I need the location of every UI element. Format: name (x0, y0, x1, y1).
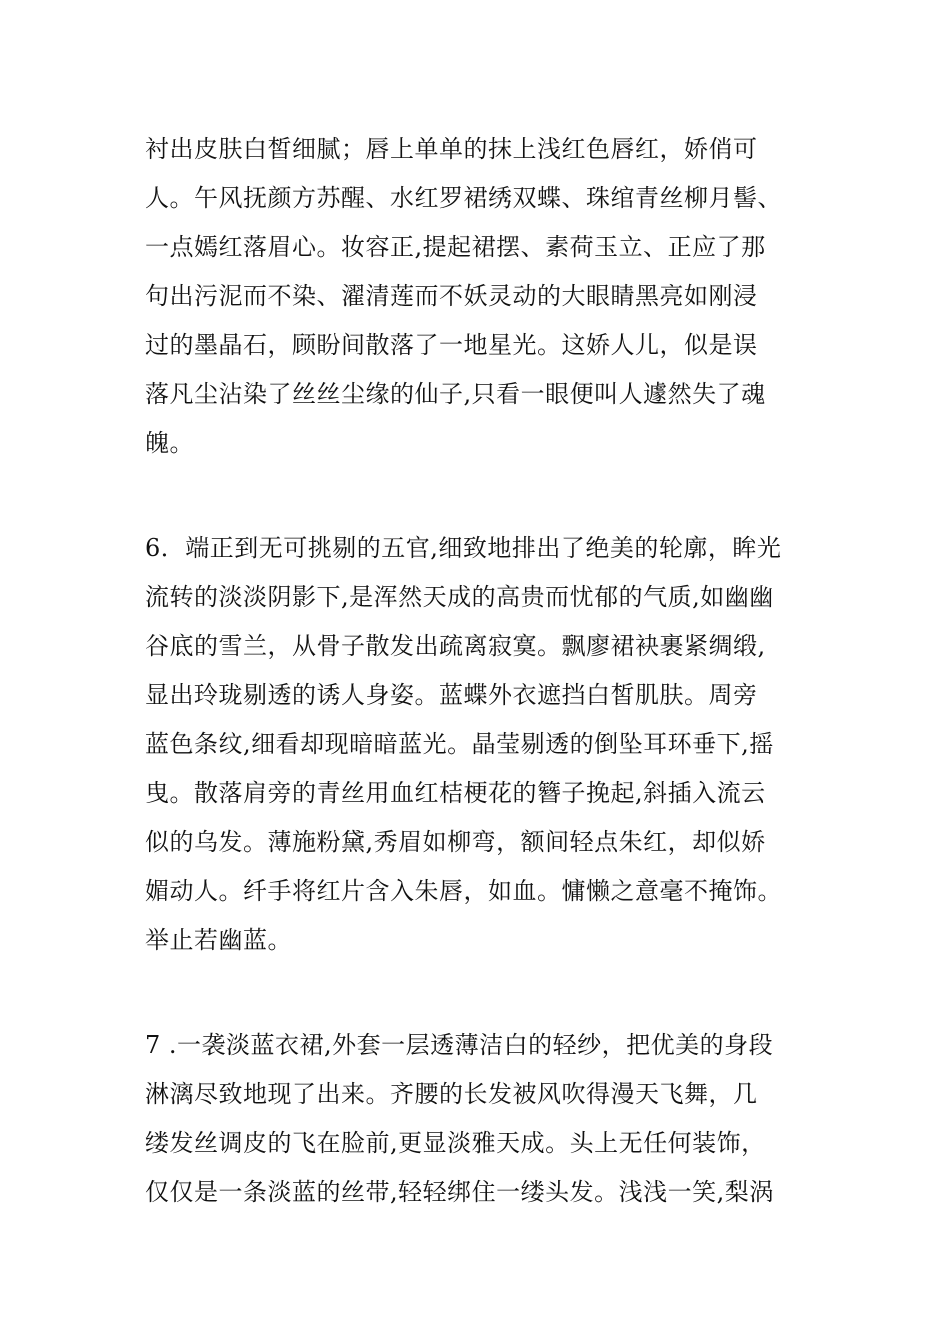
text-line: 7 .一袭淡蓝衣裙,外套一层透薄洁白的轻纱，把优美的身段 (145, 1031, 774, 1059)
text-line: 媚动人。纤手将红片含入朱唇，如血。慵懒之意毫不掩饰。 (145, 877, 782, 905)
text-line: 6．端正到无可挑剔的五官,细致地排出了绝美的轮廓，眸光 (145, 534, 782, 562)
text-line: 流转的淡淡阴影下,是浑然天成的高贵而忧郁的气质,如幽幽 (145, 583, 774, 611)
text-line: 落凡尘沾染了丝丝尘缘的仙子,只看一眼便叫人遽然失了魂 (145, 380, 766, 408)
text-line: 似的乌发。薄施粉黛,秀眉如柳弯，额间轻点朱红，却似娇 (145, 828, 766, 856)
paragraph-6 (145, 524, 815, 965)
text-line: 蓝色条纹,细看却现暗暗蓝光。晶莹剔透的倒坠耳环垂下,摇 (145, 730, 774, 758)
text-line: 句出污泥而不染、濯清莲而不妖灵动的大眼睛黑亮如刚浸 (145, 282, 758, 310)
text-line: 魄。 (145, 429, 194, 457)
text-line: 举止若幽蓝。 (145, 926, 292, 954)
text-line: 曳。散落肩旁的青丝用血红桔梗花的簪子挽起,斜插入流云 (145, 779, 766, 807)
text-line: 过的墨晶石，顾盼间散落了一地星光。这娇人儿，似是误 (145, 331, 758, 359)
text-line: 仅仅是一条淡蓝的丝带,轻轻绑住一缕头发。浅浅一笑,梨涡 (145, 1178, 774, 1206)
text-line: 显出玲珑剔透的诱人身姿。蓝蝶外衣遮挡白皙肌肤。周旁 (145, 681, 758, 709)
text-line: 衬出皮肤白皙细腻；唇上单单的抹上浅红色唇红，娇俏可 (145, 135, 758, 163)
paragraph-7 (145, 1021, 815, 1217)
paragraph-5-continued (145, 125, 815, 468)
text-line: 谷底的雪兰，从骨子散发出疏离寂寞。飘廖裙袂裹紧绸缎, (145, 632, 766, 660)
text-line: 一点嫣红落眉心。妆容正,提起裙摆、素荷玉立、正应了那 (145, 233, 766, 261)
text-line: 人。午风抚颜方苏醒、水红罗裙绣双蝶、珠绾青丝柳月髻、 (145, 184, 782, 212)
text-line: 缕发丝调皮的飞在脸前,更显淡雅天成。头上无任何装饰， (145, 1129, 766, 1157)
text-line: 淋漓尽致地现了出来。齐腰的长发被风吹得漫天飞舞，几 (145, 1080, 758, 1108)
